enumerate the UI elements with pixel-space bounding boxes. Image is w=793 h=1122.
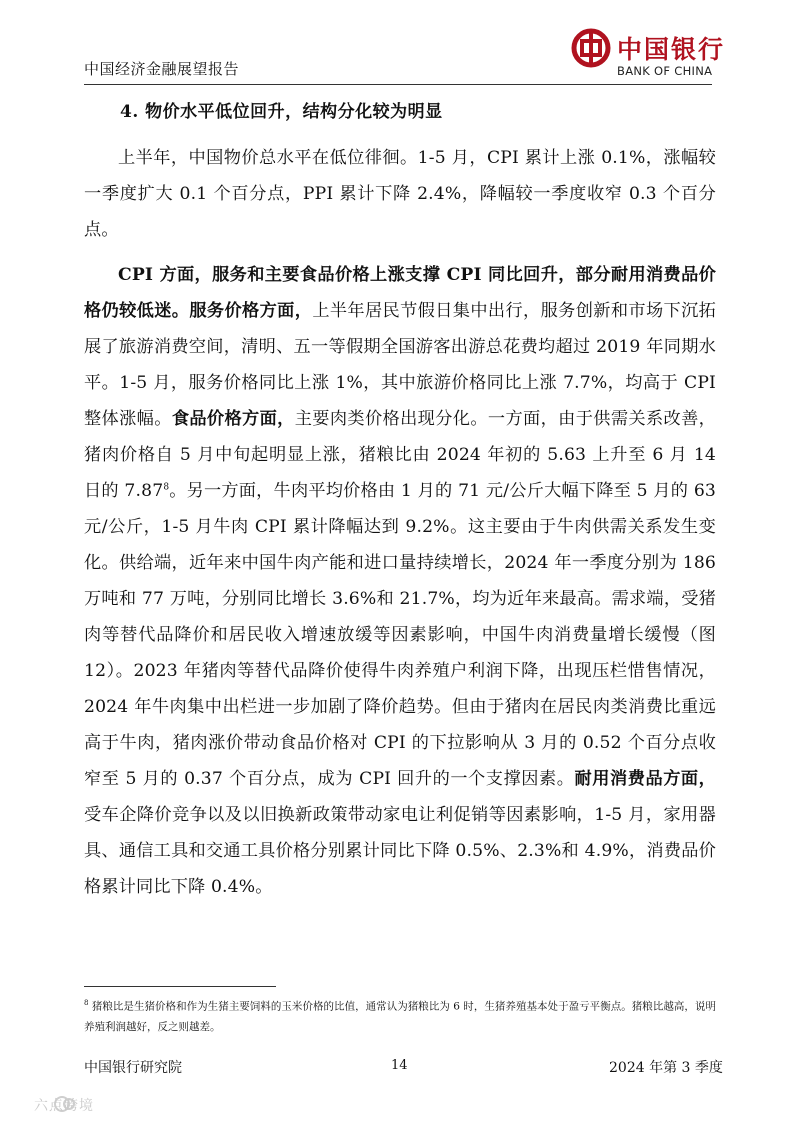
logo-english-name: BANK OF CHINA bbox=[617, 64, 713, 78]
services-price-text: 上半年居民节假日集中出行，服务创新和市场下沉拓展了旅游消费空间，清明、五一等假期全国游客出游总花费均超过 2019 年同期水平。1-5 月，服务价格同比上涨 1%，其中旅游价格同比上涨 7.7%，均高于 CPI 整体涨幅。 bbox=[84, 301, 716, 429]
cpi-lead-sentence: CPI 方面，服务和主要食品价格上涨支撑 CPI 同比回升，部分耐用消费品价格仍较低迷。 bbox=[84, 265, 716, 321]
page-number: 14 bbox=[391, 1058, 408, 1073]
footer-institute: 中国银行研究院 bbox=[84, 1060, 182, 1076]
bank-logo bbox=[571, 26, 726, 84]
paragraph-price-overview: 上半年，中国物价总水平在低位徘徊。1-5 月，CPI 累计上涨 0.1%，涨幅较一季度扩大 0.1 个百分点，PPI 累计下降 2.4%，降幅较一季度收窄 0.3 个百分点。 bbox=[84, 148, 716, 240]
services-price-heading: 服务价格方面， bbox=[189, 301, 313, 321]
section-heading: 4. 物价水平低位回升，结构分化较为明显 bbox=[120, 102, 443, 122]
paragraph-cpi-analysis bbox=[84, 257, 716, 905]
food-price-heading: 食品价格方面， bbox=[171, 409, 295, 429]
footnote-mark: 8 bbox=[84, 999, 89, 1007]
footer-period: 2024 年第 3 季度 bbox=[609, 1060, 723, 1076]
footnote-reference[interactable]: 8 bbox=[163, 482, 170, 493]
bank-of-china-emblem-icon bbox=[571, 28, 611, 68]
durables-price-heading: 耐用消费品方面， bbox=[574, 769, 717, 789]
footnote-text: 猪粮比是生猪价格和作为生猪主要饲料的玉米价格的比值，通常认为猪粮比为 6 时，生猪养殖基本处于盈亏平衡点。猪粮比越高，说明养殖利润越好，反之则越差。 bbox=[84, 1000, 716, 1033]
footnote-divider bbox=[84, 986, 276, 987]
footnote bbox=[84, 993, 716, 1037]
food-price-text-b: 。另一方面，牛肉平均价格由 1 月的 71 元/公斤大幅下降至 5 月的 63 元/公斤，1-5 月牛肉 CPI 累计降幅达到 9.2%。这主要由于牛肉供需关系发生变化。供给端，近年来中国牛肉产能和进口量持续增长，2024 年一季度分别为 186 万吨和 77 万吨，分别同比增长 3.6%和 21.7%，均为近年来最高。需求端，受猪肉等替代品降价和居民收入增速放缓等因素影响，中国牛肉消费量增长缓慢（图 12）。2023 年猪肉等替代品降价使得牛肉养殖户利润下降，出现压栏惜售情况，2024 年牛肉集中出栏进一步加剧了降价趋势。但由于猪肉在居民肉类消费比重远高于牛肉，猪肉涨价带动食品价格对 CPI 的下拉影响从 3 月的 0.52 个百分点收窄至 5 月的 0.37 个百分点，成为 CPI 回升的一个支撑因素。 bbox=[84, 481, 716, 789]
report-title: 中国经济金融展望报告 bbox=[84, 60, 240, 78]
logo-chinese-name: 中国银行 bbox=[617, 35, 726, 64]
durables-price-text: 受车企降价竞争以及以旧换新政策带动家电让利促销等因素影响，1-5 月，家用器具、通信工具和交通工具价格分别累计同比下降 0.5%、2.3%和 4.9%，消费品价格累计同比下降 0.4%。 bbox=[84, 805, 716, 897]
watermark-text: 六点跨境 bbox=[34, 1098, 94, 1114]
header-divider bbox=[84, 84, 712, 85]
food-price-text-a: 主要肉类价格出现分化。一方面，由于供需关系改善，猪肉价格自 5 月中旬起明显上涨，猪粮比由 2024 年初的 5.63 上升至 6 月 14 日的 7.87 bbox=[84, 409, 716, 501]
